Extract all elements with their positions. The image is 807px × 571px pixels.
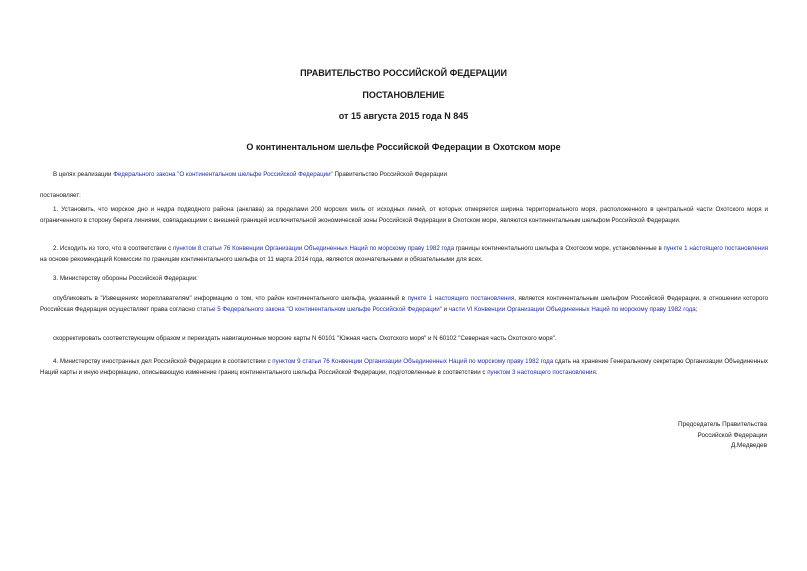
convention-article-76-8-link[interactable]: пунктом 8 статьи 76 Конвенции Организации Объединенных Наций по морскому праву 1982 года (172, 245, 455, 252)
paragraph-4-before: 4. Министерству иностранных дел Российской Федерации в соответствии с (53, 358, 273, 365)
paragraph-3-publish-before: опубликовать в "Извещениях мореплавателям" информацию о том, что район континентального шельфа, указанный в (53, 295, 408, 302)
paragraph-2-before: 2. Исходить из того, что в соответствии с (53, 245, 173, 252)
signature-block (678, 420, 767, 452)
paragraph-2 (40, 244, 768, 265)
paragraph-3-reference-link[interactable]: пунктом 3 настоящего постановления (487, 368, 596, 376)
intro-text-before: В целях реализации (53, 171, 114, 178)
paragraph-1-reference-link[interactable]: пункте 1 настоящего постановления (663, 245, 768, 252)
paragraph-3-correct: скорректировать соответствующим образом и переиздать навигационные морские карты N 60101 "Южная часть Охотского моря" и N 60102 "Северная часть Охотского моря". (53, 335, 557, 342)
date-number-line: от 15 августа 2015 года N 845 (338, 111, 469, 121)
government-heading: ПРАВИТЕЛЬСТВО РОССИЙСКОЙ ФЕДЕРАЦИИ (300, 68, 507, 78)
paragraph-3-publish (40, 294, 768, 315)
convention-article-76-9-link[interactable]: пунктом 9 статьи 76 Конвенции Организации Объединенных Наций по морскому праву 1982 года (272, 358, 554, 365)
intro-text-after: Правительство Российской Федерации (332, 171, 447, 178)
convention-part-6-link[interactable]: части VI Конвенции Организации Объединенных Наций по морскому праву 1982 года (448, 305, 696, 313)
paragraph-4-middle: сдать на хранение Генеральному секретарю Организации Объединенных Наций карты и иную информацию, описывающую изменение границ континентального шельфа Российской Федерации, подготовленные в соответствии с (40, 358, 768, 376)
signature-organization: Российской Федерации (697, 431, 767, 439)
decree-word: постановляет: (40, 192, 81, 199)
paragraph-3-publish-middle1: , является континентальным шельфом Российской Федерации, в отношении которого Российская Федерация осуществляет права согласно (40, 295, 769, 313)
paragraph-2-after: на основе рекомендаций Комиссии по границам континентального шельфа от 11 марта 2014 года, являются окончательными и обязательными для всех. (40, 255, 483, 263)
paragraph-4 (40, 357, 768, 378)
paragraph-2-middle: границы континентального шельфа в Охотском море, установленные в (454, 245, 664, 252)
intro-paragraph (53, 170, 768, 181)
paragraph-3: 3. Министерству обороны Российской Федерации: (53, 275, 198, 282)
paragraph-3-publish-after: ; (695, 305, 698, 313)
signature-position: Председатель Правительства (678, 421, 767, 428)
signature-name: Д.Медведев (730, 442, 767, 449)
federal-law-link[interactable]: Федерального закона "О континентальном шельфе Российской Федерации" (113, 171, 333, 178)
paragraph-1: 1. Установить, что морское дно и недра подводного района (анклава) за пределами 200 морских миль от исходных линий, от которых отмеряется ширина территориального моря, расположенного в центральной части Охотского моря и ограниченного в сторону берега линиями, совпадающими с внешней границей исключительной экономической зоны Российской Федерации в Охотском море, являются континентальным шельфом Российской Федерации. (40, 206, 768, 224)
federal-law-article-5-link[interactable]: статье 5 Федерального закона "О континентальном шельфе Российской Федерации" (196, 305, 442, 313)
document-type-heading: ПОСТАНОВЛЕНИЕ (362, 90, 445, 100)
paragraph-1-reference-link-2[interactable]: пункте 1 настоящего постановления (407, 295, 515, 302)
document-title: О континентальном шельфе Российской Федерации в Охотском море (246, 142, 561, 152)
paragraph-4-after: . (595, 368, 598, 376)
paragraph-3-publish-middle2: и (441, 305, 449, 313)
